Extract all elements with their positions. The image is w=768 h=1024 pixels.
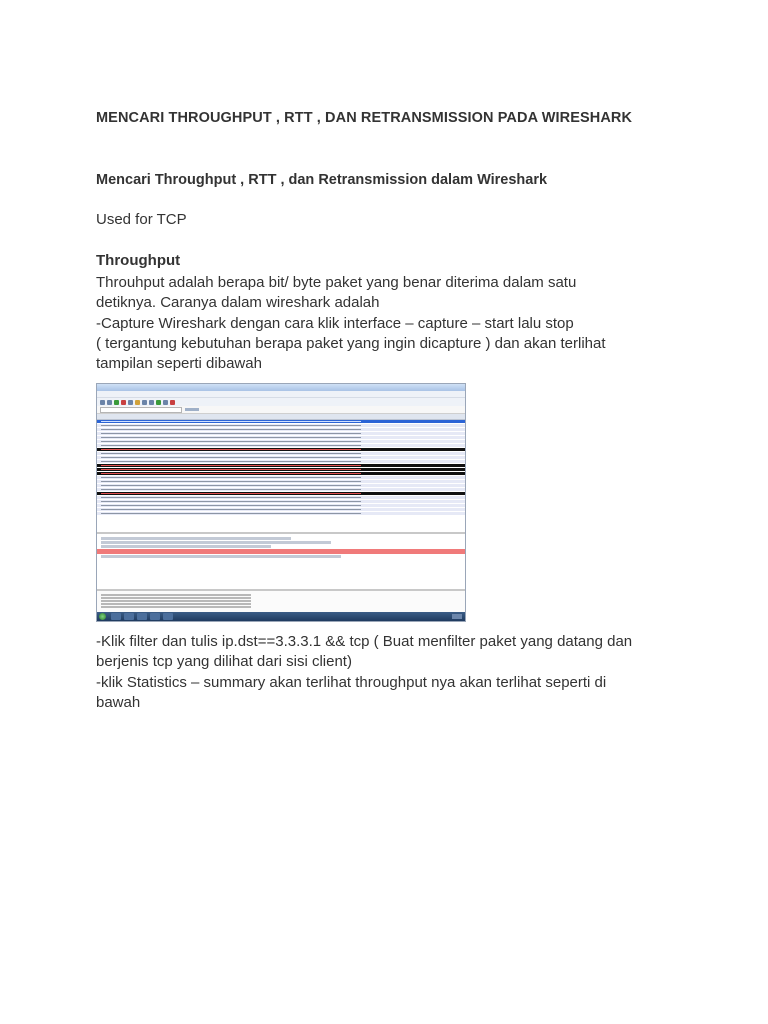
screenshot-packet-list: [97, 414, 465, 534]
paragraph-line: -Capture Wireshark dengan cara klik interface – capture – start lalu stop: [96, 314, 574, 332]
screenshot-toolbar: [97, 398, 465, 406]
packet-row: [97, 436, 465, 439]
paragraph-line: -klik Statistics – summary akan terlihat throughput nya akan terlihat seperti di: [96, 673, 607, 691]
packet-row: [97, 504, 465, 507]
document-title: MENCARI THROUGHPUT , RTT , DAN RETRANSMISSION PADA WIRESHARK: [96, 110, 633, 126]
packet-row: [97, 492, 465, 495]
packet-row: [97, 440, 465, 443]
toolbar-icon: [163, 400, 168, 405]
bytes-line: [101, 597, 251, 599]
start-orb-icon: [99, 613, 106, 620]
detail-line: [101, 537, 291, 540]
packet-row: [97, 420, 465, 423]
packet-row: [97, 472, 465, 475]
toolbar-icon: [135, 400, 140, 405]
packet-row: [97, 428, 465, 431]
packet-row: [97, 444, 465, 447]
detail-line: [101, 555, 341, 558]
screenshot-statusbar: [97, 621, 465, 622]
taskbar-app-icon: [150, 613, 160, 620]
screenshot-filterbar: [97, 406, 465, 414]
screenshot-menubar: [97, 391, 465, 398]
toolbar-icon: [170, 400, 175, 405]
packet-row: [97, 508, 465, 511]
packet-row: [97, 488, 465, 491]
toolbar-icon: [142, 400, 147, 405]
paragraph-line: bawah: [96, 693, 141, 711]
screenshot-filter-field: [100, 407, 182, 413]
paragraph-filter-steps: [96, 632, 696, 713]
document-subtitle: Mencari Throughput , RTT , dan Retransmission dalam Wireshark: [96, 172, 548, 188]
packet-row: [97, 432, 465, 435]
paragraph-line: ( tergantung kebutuhan berapa paket yang ingin dicapture ) dan akan terlihat: [96, 334, 606, 352]
packet-row: [97, 460, 465, 463]
paragraph-line: -Klik filter dan tulis ip.dst==3.3.3.1 && tcp ( Buat menfilter paket yang datang dan: [96, 633, 633, 650]
toolbar-icon: [107, 400, 112, 405]
detail-line: [101, 541, 331, 544]
packet-row: [97, 468, 465, 471]
toolbar-icon: [100, 400, 105, 405]
used-for-text: Used for TCP: [96, 211, 187, 228]
section-heading-throughput: Throughput: [96, 252, 181, 269]
bytes-line: [101, 603, 251, 605]
paragraph-line: detiknya. Caranya dalam wireshark adalah: [96, 294, 380, 312]
paragraph-line: tampilan seperti dibawah: [96, 355, 262, 373]
paragraph-line: Throuhput adalah berapa bit/ byte paket yang benar diterima dalam satu: [96, 274, 577, 291]
screenshot-titlebar: [97, 384, 465, 391]
packet-row: [97, 476, 465, 479]
bytes-line: [101, 600, 251, 602]
taskbar-app-icon: [137, 613, 147, 620]
packet-row: [97, 512, 465, 515]
toolbar-icon: [128, 400, 133, 405]
screenshot-filter-button: [185, 408, 199, 411]
packet-row: [97, 448, 465, 451]
toolbar-icon: [121, 400, 126, 405]
detail-line-highlighted: [97, 549, 465, 554]
packet-row: [97, 480, 465, 483]
toolbar-icon: [156, 400, 161, 405]
paragraph-throughput: [96, 273, 696, 374]
packet-row: [97, 424, 465, 427]
packet-row: [97, 500, 465, 503]
bytes-line: [101, 594, 251, 596]
screenshot-taskbar: [97, 612, 465, 621]
toolbar-icon: [114, 400, 119, 405]
packet-row: [97, 456, 465, 459]
screenshot-packet-details: [97, 534, 465, 591]
toolbar-icon: [149, 400, 154, 405]
packet-row: [97, 464, 465, 467]
packet-row: [97, 452, 465, 455]
taskbar-app-icon: [111, 613, 121, 620]
packet-row: [97, 484, 465, 487]
taskbar-app-icon: [163, 613, 173, 620]
taskbar-clock: [452, 614, 462, 619]
packet-row: [97, 496, 465, 499]
taskbar-app-icon: [124, 613, 134, 620]
bytes-line: [101, 606, 251, 608]
paragraph-line: berjenis tcp yang dilihat dari sisi client): [96, 653, 352, 671]
wireshark-screenshot-image: [96, 383, 466, 622]
detail-line: [101, 545, 271, 548]
